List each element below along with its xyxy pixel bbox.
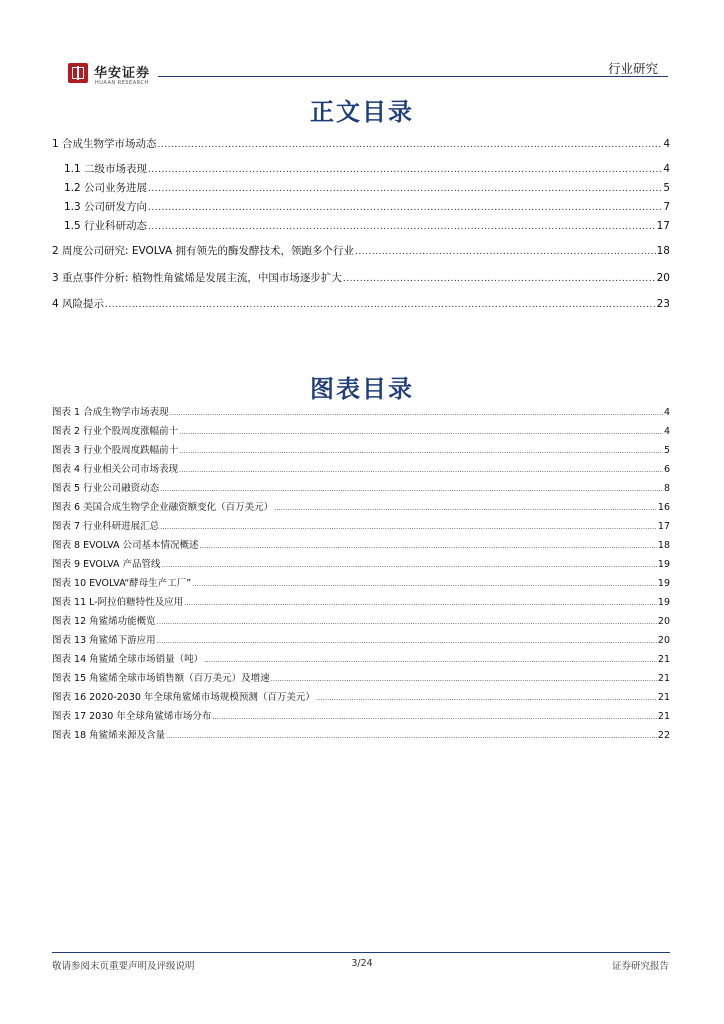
figure-entry-page: 5 — [663, 445, 670, 456]
leader-dots — [162, 559, 657, 572]
figure-entry-text: 图表 2 行业个股周度涨幅前十 — [52, 426, 179, 437]
figure-entry[interactable] — [52, 463, 670, 476]
toc-entry-page: 17 — [656, 220, 670, 232]
figure-entry-page: 19 — [657, 559, 670, 570]
huaan-logo-icon — [68, 63, 88, 83]
figure-entry-text: 图表 11 L-阿拉伯糖特性及应用 — [52, 597, 184, 608]
figure-entry-text: 图表 4 行业相关公司市场表现 — [52, 464, 179, 475]
leader-dots — [148, 182, 662, 196]
toc-entry-text: 1.2 公司业务进展 — [64, 182, 148, 194]
figure-entry-page: 19 — [657, 597, 670, 608]
figure-entry-page: 4 — [663, 426, 670, 437]
leader-dots — [204, 654, 657, 667]
figure-entry[interactable] — [52, 634, 670, 647]
leader-dots — [160, 521, 657, 534]
figure-entry-text: 图表 13 角鲨烯下游应用 — [52, 635, 156, 646]
figure-entry-text: 图表 7 行业科研进展汇总 — [52, 521, 160, 532]
figure-entry[interactable] — [52, 539, 670, 552]
toc-entry-page: 4 — [663, 163, 670, 175]
leader-dots — [166, 730, 657, 743]
figure-entry-page: 8 — [663, 483, 670, 494]
toc-entry-page: 23 — [656, 298, 670, 310]
figure-entry-text: 图表 6 美国合成生物学企业融资额变化（百万美元） — [52, 502, 274, 513]
figure-entry-page: 16 — [657, 502, 670, 513]
toc-entry-text: 4 风险提示 — [52, 298, 105, 310]
figure-entry-text: 图表 16 2020-2030 年全球角鲨烯市场规模预测（百万美元） — [52, 692, 315, 703]
leader-dots — [192, 578, 657, 591]
toc-entry-text: 1.5 行业科研动态 — [64, 220, 148, 232]
toc-entry[interactable] — [64, 181, 670, 195]
footer-divider — [52, 952, 670, 953]
figure-entry-text: 图表 17 2030 年全球角鲨烯市场分布 — [52, 711, 212, 722]
figure-entry[interactable] — [52, 501, 670, 514]
figure-entry-text: 图表 10 EVOLVA“酵母生产工厂” — [52, 578, 192, 589]
figure-entry-page: 20 — [657, 616, 670, 627]
toc-entry-text: 2 周度公司研究: EVOLVA 拥有领先的酶发酵技术，领跑多个行业 — [52, 245, 355, 257]
figure-entry-text: 图表 12 角鲨烯功能概览 — [52, 616, 156, 627]
toc-entry-page: 20 — [656, 272, 670, 284]
figure-entry-page: 21 — [657, 654, 670, 665]
toc-entry-text: 3 重点事件分析: 植物性角鲨烯是发展主流，中国市场逐步扩大 — [52, 272, 342, 284]
leader-dots — [184, 597, 657, 610]
figure-entry-page: 19 — [657, 578, 670, 589]
leader-dots — [105, 298, 656, 312]
figure-entry-text: 图表 14 角鲨烯全球市场销量（吨） — [52, 654, 204, 665]
figure-entry[interactable] — [52, 520, 670, 533]
toc-entry-page: 4 — [663, 138, 670, 150]
report-category: 行业研究 — [607, 61, 658, 76]
page-header — [0, 0, 724, 90]
toc-entry[interactable] — [64, 162, 670, 176]
figure-entry-page: 17 — [657, 521, 670, 532]
leader-dots — [157, 616, 657, 629]
figure-entry[interactable] — [52, 596, 670, 609]
figure-entry[interactable] — [52, 482, 670, 495]
figure-entry-page: 22 — [657, 730, 670, 741]
leader-dots — [148, 220, 656, 234]
toc-entry-text: 1 合成生物学市场动态 — [52, 138, 157, 150]
leader-dots — [148, 163, 662, 177]
leader-dots — [157, 635, 657, 648]
toc-entry[interactable] — [52, 271, 670, 285]
toc-entry-text: 1.1 二级市场表现 — [64, 163, 148, 175]
leader-dots — [170, 407, 663, 420]
figure-entry[interactable] — [52, 444, 670, 457]
leader-dots — [274, 502, 657, 515]
leader-dots — [271, 673, 657, 686]
toc-entry[interactable] — [52, 297, 670, 311]
figure-entry-text: 图表 8 EVOLVA 公司基本情况概述 — [52, 540, 199, 551]
leader-dots — [158, 138, 663, 152]
toc-entry[interactable] — [52, 137, 670, 151]
leader-dots — [179, 445, 663, 458]
figure-entry[interactable] — [52, 577, 670, 590]
leader-dots — [179, 426, 663, 439]
figure-entry[interactable] — [52, 653, 670, 666]
figure-entry[interactable] — [52, 710, 670, 723]
figure-entry-text: 图表 18 角鲨烯来源及含量 — [52, 730, 166, 741]
figure-entry-page: 21 — [657, 692, 670, 703]
figure-entry-text: 图表 9 EVOLVA 产品管线 — [52, 559, 161, 570]
toc-entry-page: 18 — [656, 245, 670, 257]
figure-entry[interactable] — [52, 425, 670, 438]
logo-subtext: HUAAN RESEARCH — [95, 80, 149, 86]
toc-entry[interactable] — [64, 200, 670, 214]
figure-entry-page: 4 — [663, 407, 670, 418]
toc-entry-page: 7 — [663, 201, 670, 213]
figure-entry[interactable] — [52, 691, 670, 704]
figure-entry-text: 图表 5 行业公司融资动态 — [52, 483, 160, 494]
footer-disclaimer: 敬请参阅末页重要声明及评级说明 — [52, 961, 195, 972]
figure-entry-page: 6 — [663, 464, 670, 475]
toc-entry[interactable] — [52, 244, 670, 258]
logo-text: 华安证券 — [94, 66, 151, 81]
figure-entry-page: 21 — [657, 673, 670, 684]
figure-entry-text: 图表 3 行业个股周度跌幅前十 — [52, 445, 179, 456]
leader-dots — [355, 245, 656, 259]
contents-title: 正文目录 — [310, 97, 414, 126]
figure-entry-page: 18 — [657, 540, 670, 551]
page-number: 3/24 — [351, 958, 373, 969]
leader-dots — [160, 483, 663, 496]
figures-title: 图表目录 — [310, 374, 414, 403]
leader-dots — [200, 540, 657, 553]
leader-dots — [343, 272, 656, 286]
leader-dots — [212, 711, 657, 724]
figure-entry-text: 图表 15 角鲨烯全球市场销售额（百万美元）及增速 — [52, 673, 270, 684]
toc-entry-page: 5 — [663, 182, 670, 194]
header-divider — [158, 76, 668, 77]
figure-entry[interactable] — [52, 729, 670, 742]
figure-entry-page: 21 — [657, 711, 670, 722]
figure-entry-text: 图表 1 合成生物学市场表现 — [52, 407, 169, 418]
leader-dots — [179, 464, 663, 477]
figure-entry[interactable] — [52, 672, 670, 685]
toc-entry-text: 1.3 公司研发方向 — [64, 201, 148, 213]
figure-entry[interactable] — [52, 406, 670, 419]
figure-entry[interactable] — [52, 558, 670, 571]
figure-entry-page: 20 — [657, 635, 670, 646]
toc-entry[interactable] — [64, 219, 670, 233]
leader-dots — [316, 692, 657, 705]
footer-report-type: 证券研究报告 — [611, 961, 669, 972]
leader-dots — [148, 201, 662, 215]
figure-entry[interactable] — [52, 615, 670, 628]
